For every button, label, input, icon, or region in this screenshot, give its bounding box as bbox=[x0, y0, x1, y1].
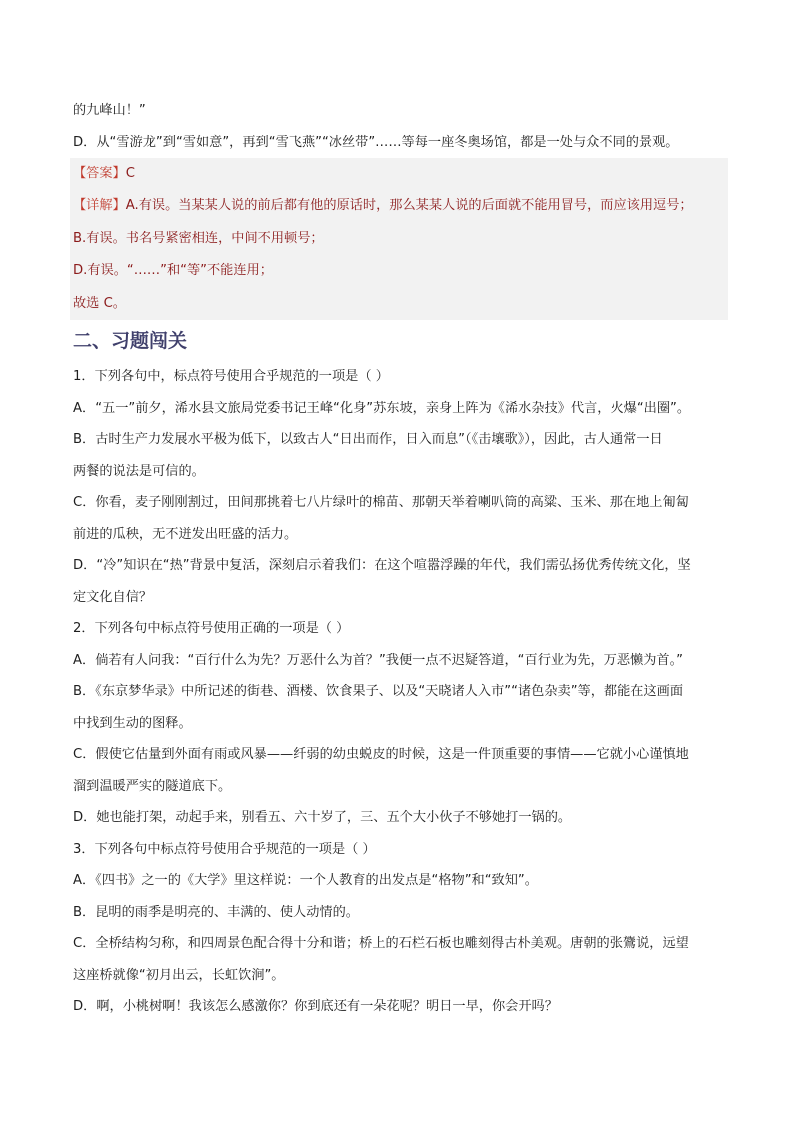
question-line: 前进的瓜秧，无不迸发出旺盛的活力。 bbox=[73, 526, 298, 542]
answer-line bbox=[73, 158, 725, 190]
answer-value: C bbox=[125, 166, 135, 181]
question-line: 这座桥就像“初月出云，长虹饮涧”。 bbox=[73, 967, 285, 983]
detail-tag: 【详解】 bbox=[73, 198, 126, 214]
question-stem: 2．下列各句中标点符号使用正确的一项是（ ） bbox=[73, 621, 350, 637]
question-line: C．假使它估量到外面有雨或风暴——纤弱的幼虫蜕皮的时候，这是一件顶重要的事情——它就小心谨慎地 bbox=[73, 747, 689, 763]
answer-box bbox=[70, 158, 728, 320]
question-line: A．倘若有人问我：“百行什么为先？万恶什么为首？”我便一点不迟疑答道，“百行业为先，万恶懒为首。” bbox=[73, 652, 683, 668]
question-line: A．《四书》之一的《大学》里这样说：一个人教育的出发点是“格物”和“致知”。 bbox=[73, 873, 538, 889]
previous-option-d: D．从“雪游龙”到“雪如意”，再到“雪飞燕”“冰丝带”……等每一座冬奥场馆，都是一处与众不同的景观。 bbox=[73, 134, 679, 150]
question-3 bbox=[73, 834, 725, 1023]
question-line: 中找到生动的图释。 bbox=[73, 715, 192, 731]
detail-line-b: B.有误。书名号紧密相连，中间不用顿号； bbox=[73, 230, 324, 246]
question-2 bbox=[73, 613, 725, 834]
question-line: 溜到温暖严实的隧道底下。 bbox=[73, 778, 232, 794]
question-line: A．“五一”前夕，浠水县文旅局党委书记王峰“化身”苏东坡，亲身上阵为《浠水杂技》代言，火爆“出圈”。 bbox=[73, 400, 691, 416]
question-line: 定文化自信？ bbox=[73, 589, 153, 605]
question-line: B．古时生产力发展水平极为低下，以致古人“日出而作，日入而息”（《击壤歌》），因此，古人通常一日 bbox=[73, 432, 663, 448]
question-line: D．“冷”知识在“热”背景中复活，深刻启示着我们：在这个喧嚣浮躁的年代，我们需弘扬优秀传统文化，坚 bbox=[73, 558, 691, 574]
question-line: B．《东京梦华录》中所记述的街巷、酒楼、饮食果子、以及“天晓诸人入市”“诸色杂卖”等，都能在这画面 bbox=[73, 684, 684, 700]
previous-option-tail: 的九峰山！” bbox=[73, 103, 146, 118]
question-1 bbox=[73, 361, 725, 613]
question-line: B．昆明的雨季是明亮的、丰满的、使人动情的。 bbox=[73, 904, 359, 920]
section-title: 二、习题闯关 bbox=[73, 330, 188, 353]
question-line: C．全桥结构匀称，和四周景色配合得十分和谐；桥上的石栏石板也雕刻得古朴美观。唐朝的张鷟说，远望 bbox=[73, 936, 689, 952]
answer-tag: 【答案】 bbox=[73, 166, 126, 181]
question-line: 两餐的说法是可信的。 bbox=[73, 463, 205, 479]
detail-conclusion: 故选 C。 bbox=[73, 295, 126, 311]
document-content bbox=[73, 95, 725, 1023]
question-stem: 3．下列各句中标点符号使用合乎规范的一项是（ ） bbox=[73, 841, 376, 857]
detail-a-text: A.有误。当某某人说的前后都有他的原话时，那么某某人说的后面就不能用冒号，而应该用逗号； bbox=[125, 198, 693, 214]
question-line: D．啊，小桃树啊！我该怎么感激你？你到底还有一朵花呢？明日一早，你会开吗？ bbox=[73, 999, 558, 1015]
detail-line-a bbox=[73, 190, 725, 222]
question-line: D．她也能打架，动起手来，别看五、六十岁了，三、五个大小伙子不够她打一锅的。 bbox=[73, 810, 572, 826]
question-stem: 1．下列各句中，标点符号使用合乎规范的一项是（ ） bbox=[73, 369, 389, 385]
question-line: C．你看，麦子刚刚割过，田间那挑着七八片绿叶的棉苗、那朝天举着喇叭筒的高粱、玉米、那在地上匍匐 bbox=[73, 495, 689, 511]
detail-line-d: D.有误。“……”和“等”不能连用； bbox=[73, 263, 273, 279]
